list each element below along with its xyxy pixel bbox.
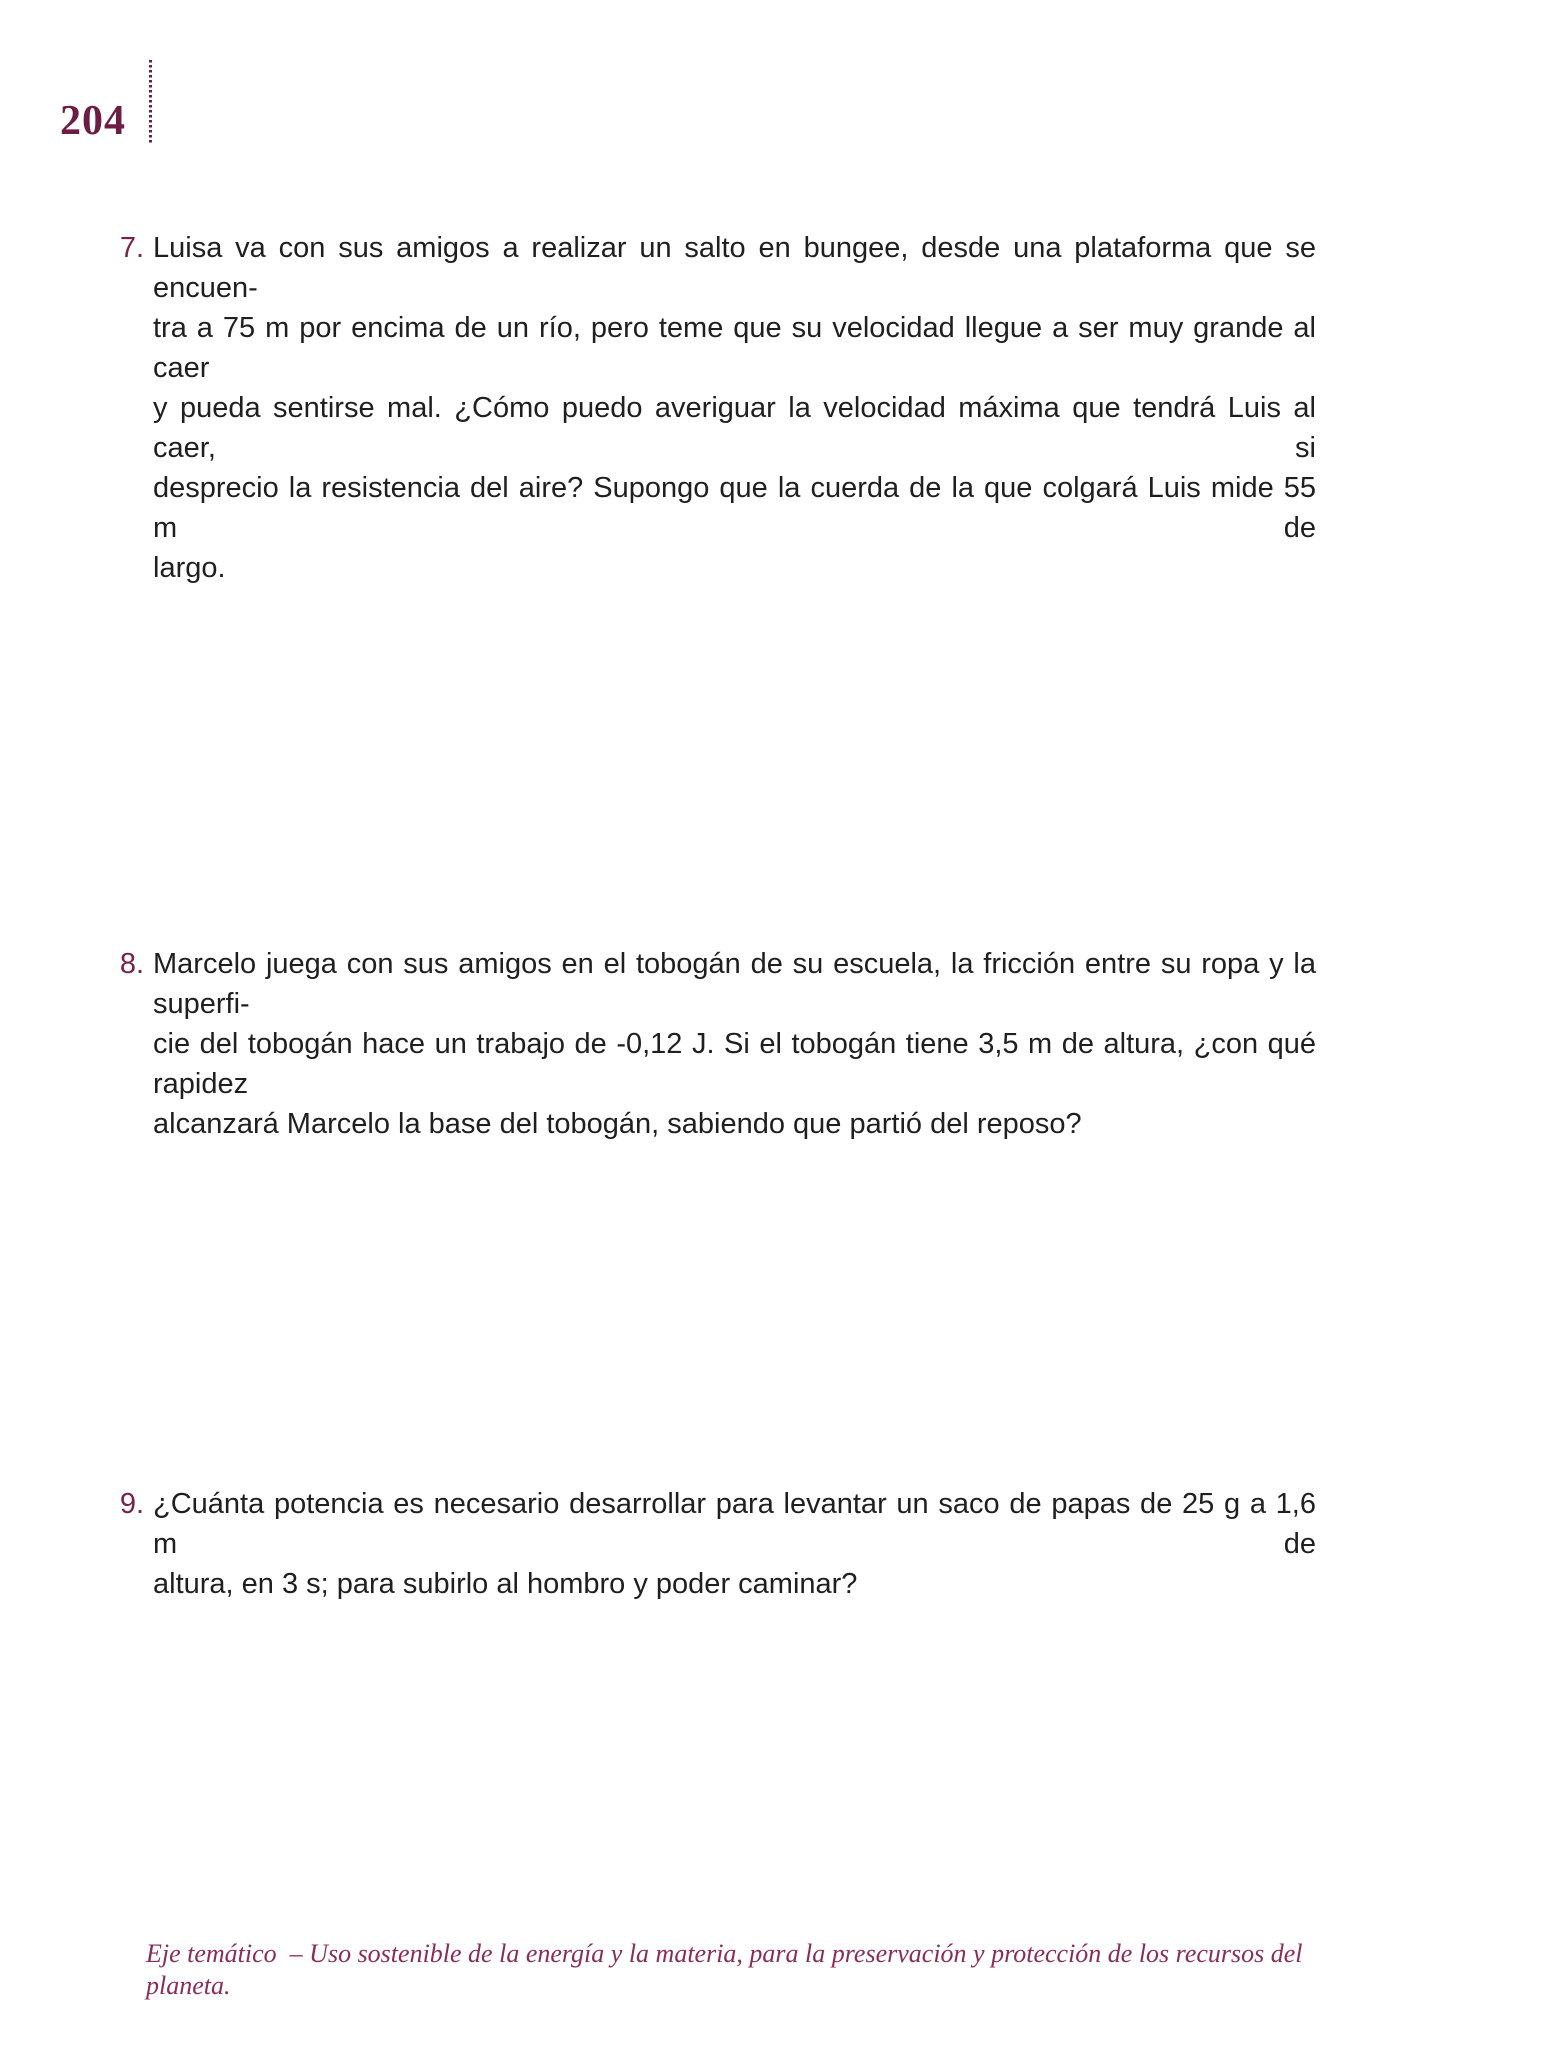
footer-theme-text: Eje temático – Uso sostenible de la energía y la materia, para la preservación y protección de los recursos del planeta.	[146, 1939, 1303, 2000]
text-line: desprecio la resistencia del aire? Supongo que la cuerda de la que colgará Luis mide 55 m de	[153, 472, 1316, 544]
page-footer	[146, 1938, 1326, 2002]
problem-number: 7.	[119, 232, 144, 264]
problem-item	[108, 228, 1316, 588]
text-line: ¿Cuánta potencia es necesario desarrollar para levantar un saco de papas de 25 g a 1,6 m de	[153, 1488, 1316, 1560]
page-number: 204	[60, 98, 126, 144]
text-line: tra a 75 m por encima de un río, pero teme que su velocidad llegue a ser muy grande al caer	[153, 312, 1316, 384]
dotted-rule-icon	[149, 60, 152, 144]
text-line: cie del tobogán hace un trabajo de -0,12 J. Si el tobogán tiene 3,5 m de altura, ¿con qué rapidez	[153, 1028, 1316, 1100]
problem-number: 9.	[119, 1488, 144, 1520]
text-line: y pueda sentirse mal. ¿Cómo puedo averiguar la velocidad máxima que tendrá Luis al caer, si	[153, 392, 1316, 464]
text-line: altura, en 3 s; para subirlo al hombro y poder caminar?	[153, 1568, 858, 1600]
problem-number: 8.	[119, 948, 144, 980]
text-line: largo.	[153, 552, 226, 584]
problem-text	[153, 944, 1316, 1144]
problem-text	[153, 1484, 1316, 1604]
text-line: Marcelo juega con sus amigos en el tobogán de su escuela, la fricción entre su ropa y la superfi-	[153, 948, 1316, 1020]
problem-item	[108, 944, 1316, 1144]
text-line: alcanzará Marcelo la base del tobogán, sabiendo que partió del reposo?	[153, 1108, 1082, 1140]
problem-item	[108, 1484, 1316, 1604]
text-line: Luisa va con sus amigos a realizar un salto en bungee, desde una plataforma que se encuen-	[153, 232, 1316, 304]
problem-text	[153, 228, 1316, 588]
